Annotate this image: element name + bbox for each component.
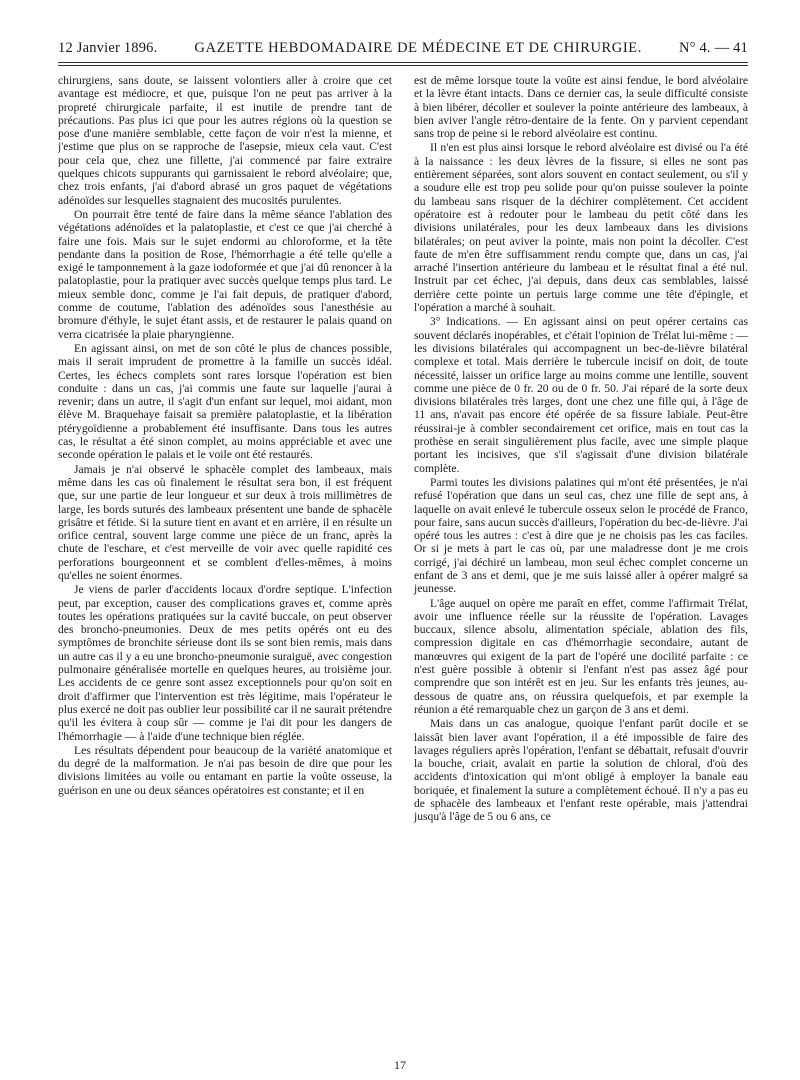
journal-title: GAZETTE HEBDOMADAIRE DE MÉDECINE ET DE CHIRURGIE. <box>194 40 642 56</box>
header-rule <box>58 62 748 66</box>
paragraph: Parmi toutes les divisions palatines qui m'ont été présentées, je n'ai refusé l'opération que dans un seul cas, chez une fille de sept ans, à laquelle on avait enlevé le tubercule osseux selon le procédé de Franco, pour faire, sans aucun succès d'ailleurs, l'opération du bec-de-lièvre. J'ai opéré tous les autres : c'est à dire que je ne choisis pas les cas faciles. Or si je mets à part le cas où, par une maladresse dont je me crois corrigé, j'ai déchiré un lambeau, mon seul échec complet concerne un enfant de 3 ans et demi, que je me suis laissé aller à opérer malgré sa jeunesse. <box>414 475 748 596</box>
running-header <box>58 40 748 60</box>
paragraph: Les résultats dépendent pour beaucoup de la variété anatomique et du degré de la malformation. Je n'ai pas besoin de dire que pour les divisions limitées au voile ou entamant en partie la voûte osseuse, la guérison en une ou deux séances opératoires est constante; et il en <box>58 743 392 797</box>
paragraph: Jamais je n'ai observé le sphacèle complet des lambeaux, mais même dans les cas où finalement le résultat sera bon, il est fréquent que, sur une partie de leur longueur et sur deux à trois millimètres de large, les bords suturés des lambeaux présentent une bande de sphacèle grisâtre et fétide. Si la suture tient en avant et en arrière, il en résulte un orifice central, souvent large comme une pièce de un franc, après la chute de l'eschare, et c'est merveille de voir avec quelle rapidité ces perforations bourgeonnent et se comblent d'elles-mêmes, à moins qu'elles ne soient énormes. <box>58 462 392 582</box>
paragraph: est de même lorsque toute la voûte est ainsi fendue, le bord alvéolaire et la lèvre étant intacts. Dans ce dernier cas, la seule difficulté consiste à bien libérer, décoller et soulever la pointe antérieure des lambeaux, à bien aviver l'angle rétro-dentaire de la fente. On y parvient cependant sans trop de peine si le rebord alvéolaire est continu. <box>414 74 748 141</box>
issue-page-number: N° 4. — 41 <box>678 40 748 56</box>
paragraph: chirurgiens, sans doute, se laissent volontiers aller à croire que cet avantage est médiocre, et que, puisque l'on ne peut pas arriver à la propreté chirurgicale parfaite, il est inutile de prendre tant de précautions. Pas plus ici que pour les autres régions où la question se pose d'une manière semblable, cette façon de voir n'est la mienne, et j'estime que plus on se rapproche de l'asepsie, mieux cela vaut. C'est pour cela que, chez une fillette, j'ai commencé par faire extraire quelques chicots suppurants qui garnissaient le rebord alvéolaire; que, chez trois enfants, j'ai d'abord abrasé un gros paquet de végétations adénoïdes sur lesquelles stagnaient des mucosités purulentes. <box>58 74 392 207</box>
paragraph: Je viens de parler d'accidents locaux d'ordre septique. L'infection peut, par exception, causer des complications graves et, comme après toutes les opérations pratiquées sur la cavité buccale, on peut observer des broncho-pneumonies. Deux de mes petits opérés ont eu des symptômes de bronchite sérieuse dont ils se sont bien remis, mais dans un autre cas il y a eu une broncho-pneumonie suraiguë, avec congestion pulmonaire généralisée mortelle en quelques heures, au troisième jour. Les accidents de ce genre sont assez exceptionnels pour qu'on soit en droit d'affirmer que l'intervention est très légitime, mais l'opérateur le plus exercé ne doit pas oublier leur possibilité car il ne saurait prétendre qu'il les évitera à coup sûr — comme je l'ai dit pour les dangers de l'hémorrhagie — à l'aide d'une technique bien réglée. <box>58 583 392 743</box>
paragraph: On pourrait être tenté de faire dans la même séance l'ablation des végétations adénoïdes et la palatoplastie, et c'est ce que j'ai cherché à faire une fois. Mais sur le sujet endormi au chloroforme, et la tête pendante dans la position de Rose, l'hémorrhagie a été telle qu'elle a exigé le tamponnement à la gaze iodoformée et que j'ai dû renoncer à la palatoplastie, pour la pratiquer avec succès quelque temps plus tard. Le mieux semble donc, comme je l'ai fait depuis, de pratiquer d'abord, comme de coutume, l'ablation des adénoïdes sous l'anesthésie au bromure d'éthyle, le sujet étant assis, et de restaurer le palais quand on verra cicatrisée la plaie pharyngienne. <box>58 207 392 341</box>
text-columns <box>58 74 748 1034</box>
paragraph: 3° Indications. — En agissant ainsi on peut opérer certains cas souvent déclarés inopérables, et c'était l'opinion de Trélat lui-même : — les divisions bilatérales qui accompagnent un bec-de-lièvre bilatéral complexe et total. Mais derrière le tubercule incisif on doit, de toute nécessité, laisser un orifice large au moins comme une lentille, souvent comme une pièce de 0 fr. 20 ou de 0 fr. 50. J'ai réparé de la sorte deux divisions bilatérales très larges, dont une chez une fille qui, à l'âge de 11 ans, n'avait pas encore été opérée de sa fissure labiale. Peut-être réussirai-je à combler secondairement cet orifice, mais en tout cas la prothèse en serait singulièrement plus facile, avec une simple plaque portant les incisives, que s'il s'agissait d'une division bilatérale complète. <box>414 315 748 475</box>
paragraph: L'âge auquel on opère me paraît en effet, comme l'affirmait Trélat, avoir une influence réelle sur la réussite de l'opération. Lavages buccaux, silence absolu, alimentation spéciale, ablation des fils, compression digitale en cas d'hémorrhagie secondaire, autant de manœuvres qui exigent de la part de l'opéré une docilité parfaite : ce n'est guère possible à obtenir si l'enfant n'est pas assez âgé pour comprendre que son intérêt est en jeu. Sur les enfants très jeunes, au-dessous de quatre ans, on réussira quelquefois, et par exemple la réunion a été remarquable chez un garçon de 3 ans et demi. <box>414 596 748 716</box>
paragraph: Il n'en est plus ainsi lorsque le rebord alvéolaire est divisé ou l'a été à la naissance : les deux lèvres de la fissure, si elles ne sont pas entièrement séparées, sont alors souvent en contact seulement, ou s'il y a soudure elle est trop peu solide pour qu'on puisse soulever la pointe du lambeau sans risquer de la déchirer complètement. Cet accident opératoire est à redouter pour le lambeau du petit côté dans les divisions unilatérales, pour les deux lambeaux dans les divisions bilatérales; on peut aviver la pointe, mais non point la décoller. C'est faute de m'en être suffisamment rendu compte que, dans un cas, j'ai arraché l'insertion antérieure du lambeau et le résultat final a été nul. Instruit par cet échec, j'ai depuis, dans deux cas semblables, laissé derrière cette pointe un pertuis large comme une tête d'épingle, et l'opération a marché à souhait. <box>414 141 748 315</box>
header-date: 12 Janvier 1896. <box>58 40 158 56</box>
paragraph: Mais dans un cas analogue, quoique l'enfant parût docile et se laissât bien laver avant l'opération, il a été impossible de faire des lavages réguliers après l'opération, l'enfant se débattait, refusait d'ouvrir la bouche, criait, avalait en partie la solution de chloral, d'où des accidents d'intoxication qui m'ont obligé à employer la banale eau boriquée, et finalement la suture a complètement échoué. Il n'y a pas eu de sphacèle des lambeaux et l'enfant reste opérable, mais j'attendrai jusqu'à l'âge de 5 ou 6 ans, ce <box>414 717 748 824</box>
left-column <box>58 74 392 1034</box>
signature-mark: 17 <box>394 1058 406 1072</box>
right-column <box>414 74 748 1034</box>
paragraph: En agissant ainsi, on met de son côté le plus de chances possible, mais il serait imprudent de promettre à la famille un succès idéal. Certes, les échecs complets sont rares lorsque l'opération est bien conduite : dans un cas, j'ai commis une faute sur laquelle j'aurai à revenir; dans un autre, il s'agit d'un enfant sur lequel, moi aidant, mon élève M. Braquehaye faisait sa première palatoplastie, et la libération ptérygoïdienne a probablement été insuffisante. Dans tous les autres cas, le résultat a été sinon complet, au moins appréciable et avec une seconde opération le palais et le voile ont été restaurés. <box>58 341 392 462</box>
